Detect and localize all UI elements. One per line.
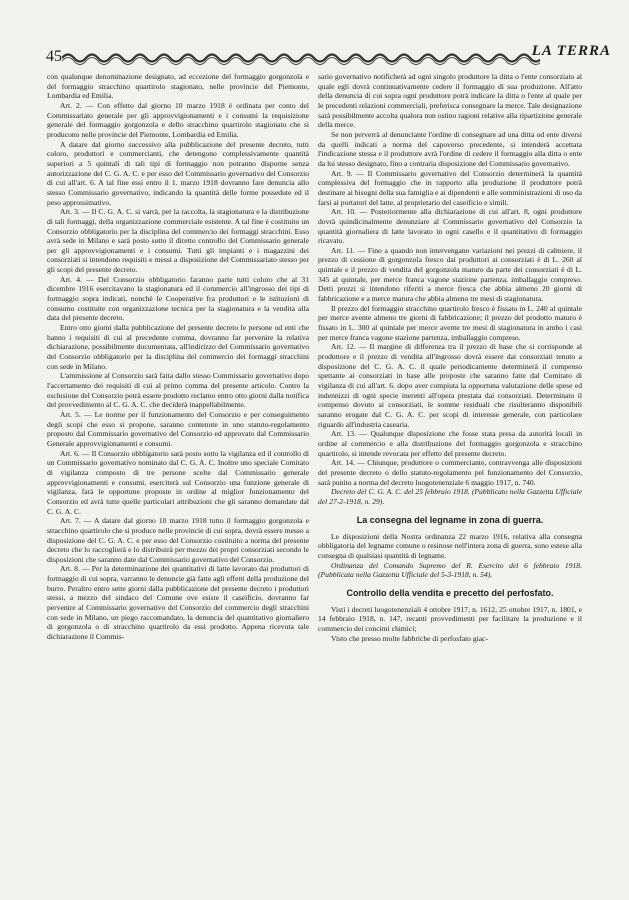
right-paragraph: sario governativo notificherà ad ogni singolo produttore la ditta o l'ente consorziato al quale egli dovrà continuativamente cedere il formaggio di sua produzione. All'atto della denuncia di cui sopra ogni produttore potrà indicare la ditta o l'ente al quale per le precedenti relazioni commerciali, preferisca consegnare la merce. Tale designazione sarà possibilmente accolta qualora non ostino ragioni relative alla ripartizione generale della merce. — [318, 72, 582, 130]
decorative-wave-divider — [62, 50, 540, 66]
section-paragraph: Visti i decreti luogotenenziali 4 ottobre 1917, n. 1612, 25 ottobre 1917, n. 1801, e 14 febbraio 1918, n. 147, recanti provvedimenti per facilitare la produzione e il commercio dei concimi chimici; — [318, 604, 582, 634]
right-paragraph: Il prezzo del formaggio stracchino quartirolo fresco è fissato in L. 240 al quintale per merce avente almeno tre giorni di fabbricazione; il prezzo del prodotto maturo è fissato in L. 300 al quintale per merce avente tre mesi di stagionatura in ambo i casi per merce franca vagone stazione partenza, imballaggio compreso. — [318, 303, 582, 342]
section-heading-perfosfato: Controllo della vendita e precetto del perfosfato. — [346, 587, 554, 598]
right-paragraph: Art. 13. — Qualunque disposizione che fosse stata presa da autorità locali in ordine al commercio e alla distribuzione del formaggio gorgonzola e stracchino quartirolo, si intende revocata per effetto del presente decreto. — [318, 429, 582, 458]
left-paragraph: con qualunque denominazione designato, ad eccezione del formaggio gorgonzola e del formaggio stracchino quartirolo stagionato, nelle provincie del Piemonte, Lombardia ed Emilia. — [47, 72, 309, 101]
left-paragraph: Art. 5. — Le norme per il funzionamento del Consorzio e per conseguimento degli scopi che esso si propone, saranno contenute in uno statuto-regolamento proposto dal Commissario governativo del Consorzio ed approvato dal Commissario Generale approvvigionamenti e consumi. — [47, 409, 309, 448]
left-paragraph: Art. 7. — A datare dal giorno 10 marzo 1918 tutto il formaggio gorgonzola e stracchino quartirolo che si produce nelle provincie di cui sopra, dovrà essere messo a disposizione del C. G. A. C. e per esso del Consorzio costituito a norma del presente decreto che lo raccoglierà e lo distribuirà per mezzo dei propri consorziati secondo le disposizioni che saranno date dal Commissario governativo del Consorzio. — [47, 516, 309, 564]
journal-title: LA TERRA — [531, 43, 611, 59]
right-paragraph: Art. 11. — Fino a quando non intervengano variazioni nei prezzi di calmiere, il prezzo di cessione di gorgonzola fresco dai produttori ai consorziati è di L. 260 al quintale e il prezzo di vendita del gorgonzola maturo da parte dei consorziati è di L. 345 al quintale, per merce franca vagone stazione partenza, imballaggio compreso. Detti prezzi si intendono riferiti a merce fresca che abbia almeno 20 giorni di fabbricazione e a merce matura che abbia almeno tre mesi di stagionatura. — [318, 245, 582, 304]
left-paragraph: Art. 3. — Il C. G. A. C. si varrà, per la raccolta, la stagionatura e la distribuzione di tali formaggi, della organizzazione commerciale esistente. A tal fine è costituito un Consorzio obbligatorio per la disciplina del commercio dei formaggi stracchini. Esso avrà sede in Milano e sarà posto sotto il diretto controllo del Commissario generale per gli approvvigionamenti e i consumi. Tutti gli impianti e i magazzini dei consorziati si intendono requisiti e messi a disposizione del Commissariato stesso per gli scopi del presente decreto. — [47, 207, 309, 275]
section-paragraph: Visto che presso molte fabbriche di perfosfato giac- — [331, 633, 489, 643]
left-paragraph: A datare dal giorno successivo alla pubblicazione del presente decreto, tutti coloro, produttori e commercianti, che detengono complessivamente quantità superiori a 5 quintali di tali tipi di formaggio non potranno disporne senza autorizzazione del C. G. A. C. e per esso del Commissario governativo del Consorzio di cui all'art. 6. A tal fine essi entro il 1. marzo 1918 dovranno fare denuncia allo stesso Commissario governativo, indicando la quantità delle forme possedute ed il peso approssimativo. — [47, 139, 309, 207]
decree-signature: Decreto del C. G. A. C. del 25 febbraio 1918. (Pubblicato nella Gazzetta Ufficiale del 27-2-1918, n. 29). — [318, 487, 582, 506]
left-paragraph: Art. 8. — Per la determinazione dei quantitativi di latte lavorato dai produttori di formaggio di cui sopra, varranno le denuncie già fatte agli effetti della produzione del burro. Peraltro entro sette giorni dalla pubblicazione del presente decreto i produttori stessi, a mezzo del sindaco del Comune ove esiste il caseificio, dovranno far pervenire al Commissario governativo del Consorzio del commercio degli stracchini con sede in Milano, un piego raccomandato, la denuncia del quantitativo giornaliero di gorgonzola o di stracchino quartirolo da essi prodotto. Appena ricevuta tale dichiarazione il Commis- — [47, 564, 309, 642]
left-paragraph: L'ammissione al Consorzio sarà fatta dallo stesso Commissario governativo dopo l'accertamento dei requisiti di cui al primo comma del presente articolo. Contro la esclusione del Consorzio potrà essere prodotto reclamo entro otto giorni dalla notifica del provvedimento al C. G. A. C. che deciderà inappellabilmente. — [47, 371, 309, 410]
right-column — [318, 72, 582, 643]
page-number: 45 — [46, 48, 62, 65]
page-header — [0, 0, 629, 72]
ordinance-signature: Ordinanza del Comando Supremo del R. Esercito del 6 febbraio 1918. (Pubblicata nella Gazzetta Ufficiale del 5-3-1918, n. 54). — [318, 560, 582, 580]
right-paragraph: Art. 12. — Il margine di differenza tra il prezzo di base che si corrisponde al produttore e il prezzo di vendita all'ingrosso dovrà essere dai consorziati tenuto a disposizione del C. G. A. C. il quale periodicamente determinerà il compenso spettante ai consorziati in base alle proposte che saranno fatte dal Comitato di vigilanza di cui all'art. 6. dopo aver compiuta la opportuna valutazione delle spese ed indennizzi di ogni specie inerenti all'opera prestata dai consorziati. Determinato il compenso dovuto ai consorziati, le somme residuali che risulteranno disponibili saranno erogate dal C. G. A. C. per scopi di interesse generale, con particolare riguardo all'industria casearia. — [318, 342, 582, 429]
left-paragraph: Art. 6. — Il Consorzio obbligatorio sarà posto sotto la vigilanza ed il controllo di un Commissario governativo nominato dal C. G. A. C. Inoltre uno speciale Comitato di vigilanza composto di tre persone scelte dal Commissario generale approvvigionamenti e consumi, eserciterà sul Consorzio una funzione generale di vigilanza, farà le opportune proposte in ordine al miglior funzionamento del Consorzio ed avrà tutte quelle particolari attribuzioni che gli saranno demandate dal C. G. A. C. — [47, 448, 309, 516]
section-heading-legname: La consegna del legname in zona di guerra. — [356, 514, 544, 525]
right-paragraph: Se non perverrà al denunciante l'ordine di consegnare ad una ditta od ente diversi da quelli indicati a norma del capoverso precedente, si intenderà accettata l'indicazione stessa e il produttore avrà l'ordine di cedere il formaggio alla ditta o ente da lui stesso designato, fino a contraria disposizione del Commissario governativo. — [318, 129, 582, 168]
section-paragraph: Le disposizioni della Nostra ordinanza 22 marzo 1916, relativa alla consegna obbligatoria del legname comune o resinose nell'intera zona di guerra, sono estese alla consegna di qualsiasi quantità di legname. — [318, 531, 582, 560]
left-paragraph: Art. 4. — Del Consorzio obbligatorio faranno parte tutti coloro che al 31 dicembre 1916 esercitavano la stagionatura ed il commercio all'ingrosso dei tipi di formaggio sopra indicati, nonchè le Cooperative fra produttori e le istituzioni di consumo costituite con organizzazione tecnica per la stagionatura e la vendita alla data del presente decreto. — [47, 274, 309, 323]
right-paragraph: Art. 14. — Chiunque, produttore o commerciante, contravvenga alle disposizioni del presente decreto o dello statuto-regolamento pel funzionamento del Consorzio, sarà punito a norma del decreto luogotenenziale 6 maggio 1917, n. 740. — [318, 458, 582, 487]
left-column — [47, 72, 309, 642]
right-paragraph: Art. 9. — Il Commissario governativo del Consorzio determinerà la quantità complessiva del formaggio che in rapporto alla produzione il produttore potrà destinare ai bisogni della sua famiglia e ai dipendenti e alle somministrazioni di uso da farsi ai portatori del latte, al proprietario del caseificio e simili. — [318, 168, 582, 207]
left-paragraph: Art. 2. — Con effetto dal giorno 10 marzo 1918 è ordinata per conto del Commissariato generale per gli approvvigionamenti e i consumi la requisizione generale del formaggio gorgonzola e dello stracchino quartirolo stagionato che si producono nelle provincie del Piemonte, Lombardia ed Emilia. — [47, 100, 309, 139]
right-paragraph: Art. 10. — Posteriormente alla dichiarazione di cui all'art. 8, ogni produttore dovrà quindicinalmente denunziare al Commissario governativo del Consorzio la quantità giornaliera di latte lavorato in ogni casello e il quantitativo di formaggio ricavato. — [318, 207, 582, 246]
left-paragraph: Entro otto giorni dalla pubblicazione del presente decreto le persone od enti che hanno i requisiti di cui al precedente comma, dovranno far pervenire la relativa dichiarazione, possibilmente documentata, all'indirizzo del Commissario governativo del Consorzio obbligatorio per la disciplina del commercio dei formaggi stracchini con sede in Milano. — [47, 323, 309, 371]
